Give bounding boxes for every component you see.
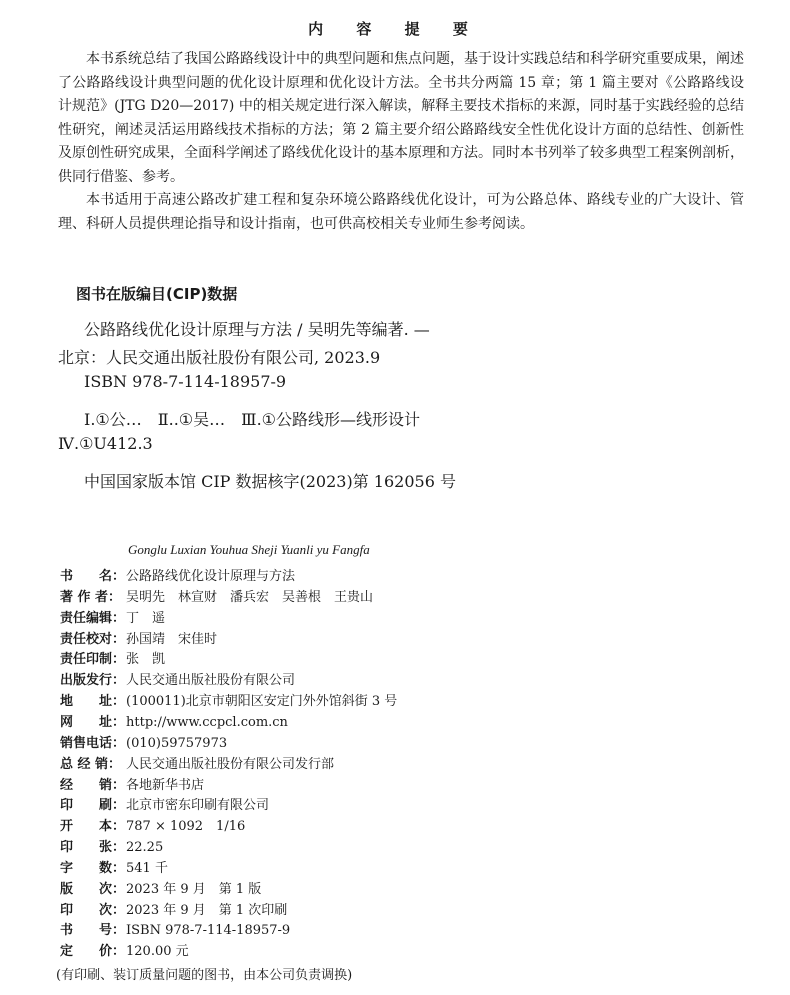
summary-title: 内 容 提 要 [308, 20, 482, 38]
info-label: 印 次： [60, 902, 126, 918]
info-label: 责任印制： [60, 652, 126, 668]
info-row [60, 565, 295, 584]
info-row [60, 774, 204, 793]
summary-paragraph: 本书系统总结了我国公路路线设计中的典型问题和焦点问题，基于设计实践总结和科学研究重要成果，阐述了公路路线设计典型问题的优化设计原理和优化设计方法。全书共分两篇 15 章；第 1 篇主要对《公路路线设计规范》(JTG D20—2017) 中的相关规定进行深入解读，解释主要技术指标的来源，同时基于实践经验的总结性研究，阐述灵活运用路线技术指标的方法；第 2 篇主要介绍公路路线安全性优化设计方面的总结性、创新性及原创性研究成果，全面科学阐述了路线优化设计的基本原理和方法。同时本书列举了较多典型工程案例剖析，供同行借鉴、参考。 [58, 51, 744, 185]
info-value: 各地新华书店 [126, 777, 205, 793]
info-label: 地 址： [60, 694, 126, 710]
info-label: 销售电话： [60, 735, 126, 751]
info-label: 版 次： [60, 881, 126, 897]
info-label: 书 名： [60, 569, 126, 584]
info-row [60, 628, 217, 647]
info-label: 总 经 销： [60, 756, 122, 772]
info-label: 责任校对： [60, 631, 126, 647]
cip-isbn-line: ISBN 978-7-114-18957-9 [84, 372, 287, 391]
info-row [60, 857, 168, 876]
info-value: 丁 遥 [126, 610, 166, 626]
info-row [60, 919, 290, 938]
pinyin-title: Gonglu Luxian Youhua Sheji Yuanli yu Fangfa [128, 542, 370, 557]
info-row [60, 753, 334, 772]
info-value: ISBN 978-7-114-18957-9 [126, 923, 291, 939]
info-label: 责任编辑： [60, 610, 126, 626]
info-value: 公路路线优化设计原理与方法 [126, 569, 296, 584]
info-value: 孙国靖 宋佳时 [126, 631, 218, 647]
info-value: 120.00 元 [126, 944, 189, 960]
info-label: 书 号： [60, 923, 126, 939]
info-row [60, 815, 245, 834]
summary-paragraph: 本书适用于高速公路改扩建工程和复杂环境公路路线优化设计，可为公路总体、路线专业的广大设计、管理、科研人员提供理论指导和设计指南，也可供高校相关专业师生参考阅读。 [58, 192, 744, 232]
info-value: (010)59757973 [126, 735, 228, 751]
info-value: 2023 年 9 月 第 1 版 [126, 881, 262, 897]
info-row [60, 940, 189, 959]
info-label: 著 作 者： [60, 589, 122, 605]
info-label: 印 刷： [60, 798, 126, 814]
info-value: 人民交通出版社股份有限公司发行部 [126, 756, 335, 772]
info-value: 吴明先 林宣财 潘兵宏 吴善根 王贵山 [126, 589, 374, 605]
info-value: http://www.ccpcl.com.cn [126, 714, 288, 730]
info-label: 印 张： [60, 840, 126, 856]
info-label: 经 销： [60, 777, 126, 793]
info-value: (100011)北京市朝阳区安定门外外馆斜街 3 号 [126, 694, 398, 710]
info-value: 张 凯 [126, 652, 166, 668]
cip-title-line: 公路路线优化设计原理与方法 / 吴明先等编著. — [84, 320, 430, 339]
info-value: 人民交通出版社股份有限公司 [126, 673, 296, 689]
info-row [60, 648, 165, 667]
info-row [60, 878, 261, 897]
info-row [60, 899, 287, 918]
info-label: 定 价： [60, 944, 126, 960]
info-row [60, 836, 163, 855]
summary-abstract [58, 48, 744, 236]
info-row [60, 586, 373, 605]
info-label: 网 址： [60, 714, 126, 730]
info-row [60, 794, 269, 813]
info-value: 787 × 1092 1/16 [126, 819, 246, 835]
info-row [60, 711, 288, 730]
info-value: 22.25 [126, 840, 164, 856]
info-label: 出版发行： [60, 673, 126, 689]
cip-classification-line: Ⅰ.①公… Ⅱ..①吴… Ⅲ.①公路线形—线形设计 [84, 410, 421, 429]
cip-heading: 图书在版编目(CIP)数据 [76, 285, 238, 303]
info-row [60, 732, 227, 751]
cip-record-number: 中国国家版本馆 CIP 数据核字(2023)第 162056 号 [84, 472, 456, 491]
cip-publisher-line: 北京：人民交通出版社股份有限公司, 2023.9 [58, 348, 381, 367]
info-row [60, 607, 165, 626]
info-label: 字 数： [60, 860, 126, 876]
info-value: 541 千 [126, 860, 168, 876]
cip-classification-line-2: Ⅳ.①U412.3 [58, 434, 153, 453]
info-row [60, 669, 295, 688]
info-value: 2023 年 9 月 第 1 次印刷 [126, 902, 288, 918]
info-row [60, 690, 397, 709]
quality-footnote: (有印刷、装订质量问题的图书，由本公司负责调换) [56, 968, 353, 983]
info-value: 北京市密东印刷有限公司 [126, 798, 270, 814]
info-label: 开 本： [60, 819, 126, 835]
